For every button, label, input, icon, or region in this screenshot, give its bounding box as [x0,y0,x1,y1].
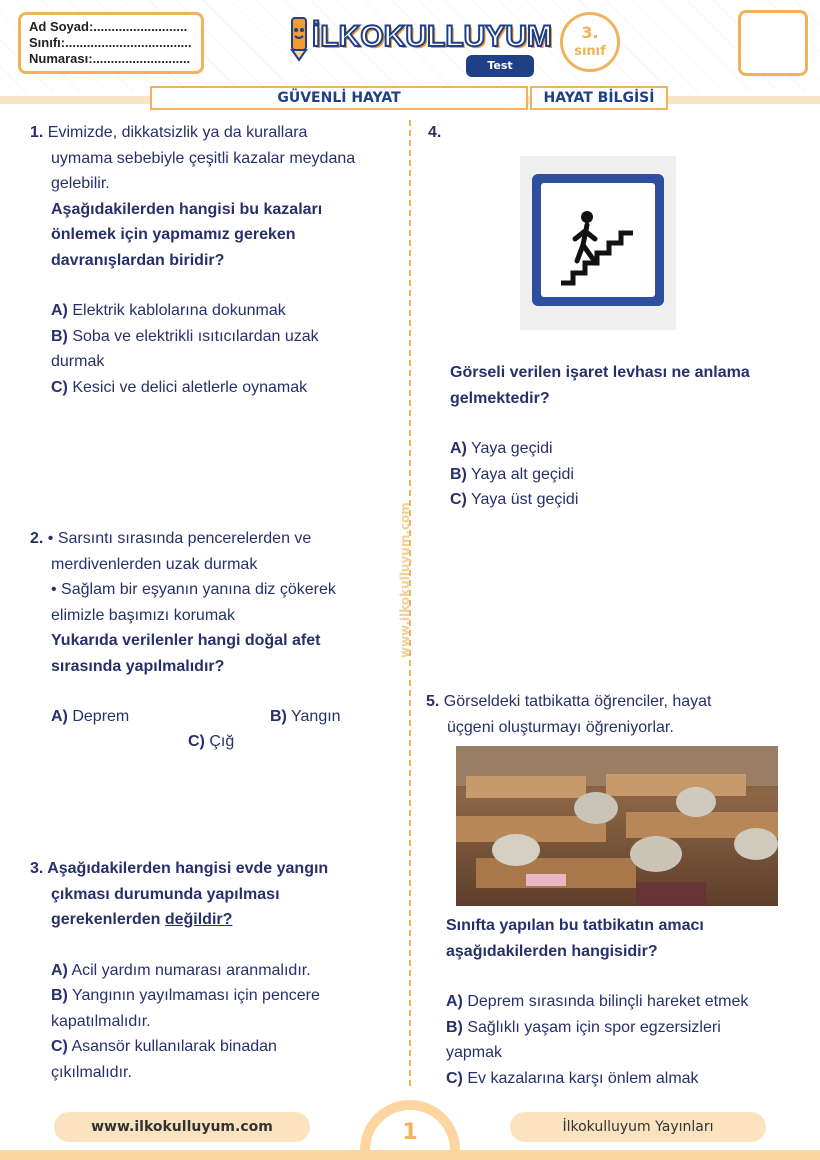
pencil-mascot-icon [282,14,316,62]
question-text: merdivenlerden uzak durmak [51,555,258,573]
option-b[interactable]: B) Yaya alt geçidi [450,465,574,483]
question-1 [30,120,400,400]
option-b-continued: durmak [51,353,105,370]
test-badge: Test [466,55,534,77]
question-prompt: önlemek için yapmamız gereken [51,226,296,243]
student-number-field: Numarası:........................... [29,51,191,66]
question-5 [426,689,806,740]
question-text: • Sarsıntı sırasında pencerelerden ve [47,530,312,547]
question-text: • Sağlam bir eşyanın yanına diz çökerek [51,581,336,598]
sign-blue-panel [532,174,664,306]
question-text: Evimizde, dikkatsizlik ya da kurallara [47,124,308,141]
question-prompt: çıkması durumunda yapılması [51,885,280,903]
question-prompt: davranışlardan biridir? [51,251,225,269]
question-5-body [446,913,806,1091]
question-number: 1. [30,124,44,141]
question-number: 4. [428,124,442,141]
option-c[interactable]: C) Çığ [188,733,235,750]
question-text: elimizle başımızı korumak [51,606,236,624]
question-4-body [450,360,800,513]
question-3 [30,856,400,1085]
student-info-box [18,12,204,74]
option-c[interactable]: C) Kesici ve delici aletlerle oynamak [51,378,308,396]
score-box [738,10,808,76]
option-c-continued: çıkılmalıdır. [51,1063,132,1081]
page-number: 1 [402,1120,418,1145]
question-number: 2. [30,530,44,547]
grade-label: sınıf [574,44,606,59]
subject-title: HAYAT BİLGİSİ [530,86,668,110]
pedestrian-stairs-icon [541,183,655,297]
question-prompt: gerekenlerden [51,911,165,928]
underpass-sign-image [520,156,676,330]
question-prompt: Aşağıdakilerden hangisi bu kazaları [51,200,323,218]
question-number: 5. [426,693,440,710]
question-prompt: Yukarıda verilenler hangi doğal afet [51,632,321,649]
option-b[interactable]: B) Sağlıklı yaşam için spor egzersizleri [446,1018,721,1036]
option-b[interactable]: B) Soba ve elektrikli ısıtıcılardan uzak [51,327,319,345]
option-c[interactable]: C) Asansör kullanılarak binadan [51,1038,277,1055]
logo-wordmark: İLKOKULLUYUM [312,20,552,53]
option-b[interactable]: B) Yangın [270,708,341,725]
option-b[interactable]: B) Yangının yayılmaması için pencere [51,987,320,1004]
question-4 [428,120,798,146]
question-text: gelebilir. [51,175,110,192]
option-b-continued: kapatılmalıdır. [51,1012,151,1030]
student-class-field: Sınıfı:................................... [29,35,192,50]
question-text: uymama sebebiyle çeşitli kazalar meydana [51,149,356,167]
question-prompt: Sınıfta yapılan bu tatbikatın amacı [446,917,704,934]
question-2 [30,526,400,754]
option-a[interactable]: A) Acil yardım numarası aranmalıdır. [51,961,311,979]
option-a[interactable]: A) Deprem [51,708,130,725]
option-a[interactable]: A) Yaya geçidi [450,440,553,457]
option-b-continued: yapmak [446,1044,503,1061]
question-prompt: sırasında yapılmalıdır? [51,657,225,675]
option-c[interactable]: C) Yaya üst geçidi [450,491,579,508]
question-number: 3. [30,860,44,877]
option-c[interactable]: C) Ev kazalarına karşı önlem almak [446,1069,699,1087]
underlined-keyword: değildir? [164,911,233,928]
footer-publisher: İlkokulluyum Yayınları [510,1112,766,1142]
question-prompt: gelmektedir? [450,389,550,407]
watermark-url: www.ilkokulluyum.com [398,502,412,658]
grade-badge [560,12,620,72]
option-a[interactable]: A) Elektrik kablolarına dokunmak [51,302,286,319]
question-prompt: aşağıdakilerden hangisidir? [446,942,658,960]
topic-title: GÜVENLİ HAYAT [150,86,528,110]
question-text: Görseldeki tatbikatta öğrenciler, hayat [443,693,712,710]
footer-stripe [0,1150,820,1160]
question-prompt: Aşağıdakilerden hangisi evde yangın [47,860,329,877]
earthquake-drill-photo [456,746,778,906]
option-a[interactable]: A) Deprem sırasında bilinçli hareket etmek [446,993,749,1010]
footer-website: www.ilkokulluyum.com [54,1112,310,1142]
student-name-field: Ad Soyad:.......................... [29,19,188,34]
sign-white-field [541,183,655,297]
question-text: üçgeni oluşturmayı öğreniyorlar. [447,718,674,736]
classroom-drill-illustration [456,746,778,906]
grade-number: 3. [581,23,599,42]
question-prompt: Görseli verilen işaret levhası ne anlama [450,364,750,381]
